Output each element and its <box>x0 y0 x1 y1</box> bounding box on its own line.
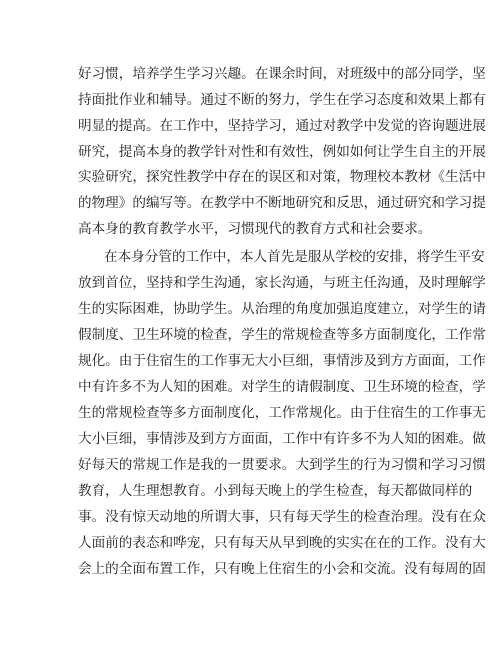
text-line: 会上的全面布置工作，只有晚上住宿生的小会和交流。没有每周的固 <box>78 561 486 577</box>
text-line: 规化。由于住宿生的工作事无大小巨细，事情涉及到方方面面，工作 <box>78 353 486 369</box>
text-line: 实验研究，探究性教学中存在的误区和对策，物理校本教材《生活中 <box>78 169 486 185</box>
text-line: 生的实际困难，协助学生。从治理的角度加强追度建立，对学生的请 <box>78 301 486 317</box>
text-line: 中有许多不为人知的困难。对学生的请假制度、卫生环境的检查，学 <box>78 379 486 395</box>
text-line: 大小巨细，事情涉及到方方面面，工作中有许多不为人知的困难。做 <box>78 431 486 447</box>
text-line: 的物理》的编写等。在教学中不断地研究和反思，通过研究和学习提 <box>78 195 486 211</box>
text-line: 明显的提高。在工作中，坚持学习，通过对教学中发觉的咨询题进展 <box>78 118 486 134</box>
text-line: 高本身的教育教学水平，习惯现代的教育方式和社会要求。 <box>78 221 432 237</box>
text-line: 假制度、卫生环境的检查，学生的常规检查等多方面制度化，工作常 <box>78 327 486 343</box>
text-line: 放到首位，坚持和学生沟通，家长沟通，与班主任沟通，及时理解学 <box>78 275 486 291</box>
text-line: 教育，人生理想教育。小到每天晚上的学生检查，每天都做同样的 <box>78 483 473 499</box>
text-line: 人面前的表态和哗宠，只有每天从早到晚的实实在在的工作。没有大 <box>78 535 486 551</box>
text-line: 研究，提高本身的教学针对性和有效性，例如如何让学生自主的开展 <box>78 144 486 160</box>
text-line: 持面批作业和辅导。通过不断的努力，学生在学习态度和效果上都有 <box>78 92 486 108</box>
text-line: 好每天的常规工作是我的一贯要求。大到学生的行为习惯和学习习惯 <box>78 457 486 473</box>
text-line: 好习惯，培养学生学习兴趣。在课余时间，对班级中的部分同学，坚 <box>78 66 486 82</box>
paragraph-first-line: 在本身分管的工作中，本人首先是服从学校的安排，将学生平安 <box>104 249 485 265</box>
text-line: 生的常规检查等多方面制度化，工作常规化。由于住宿生的工作事无 <box>78 405 486 421</box>
text-line: 事。没有惊天动地的所谓大事，只有每天学生的检查治理。没有在众 <box>78 509 486 525</box>
